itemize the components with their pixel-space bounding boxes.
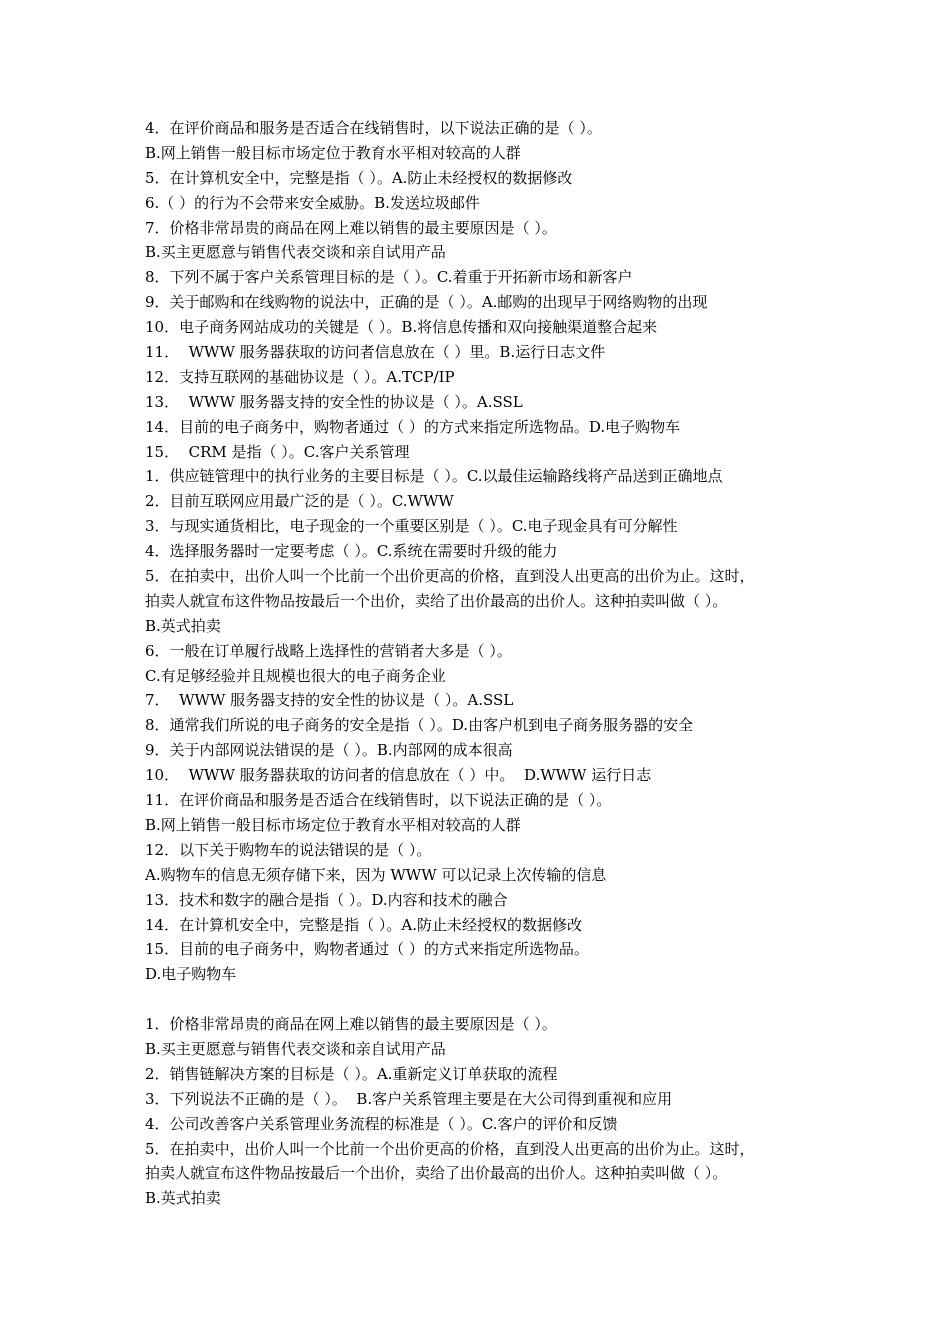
text-line: B.买主更愿意与销售代表交谈和亲自试用产品 <box>145 243 446 262</box>
text-line: 8．下列不属于客户关系管理目标的是（ ）。C.着重于开拓新市场和新客户 <box>145 268 633 287</box>
text-line: D.电子购物车 <box>145 965 237 984</box>
document-page <box>145 116 825 1211</box>
text-line: 9．关于内部网说法错误的是（ ）。B.内部网的成本很高 <box>145 741 513 760</box>
text-line: B.英式拍卖 <box>145 1189 221 1208</box>
section-gap <box>145 987 825 1012</box>
text-line: 5．在拍卖中，出价人叫一个比前一个出价更高的价格，直到没人出更高的出价为止。这时， <box>145 1139 755 1158</box>
text-line: 4．选择服务器时一定要考虑（ ）。C.系统在需要时升级的能力 <box>145 542 558 561</box>
text-line: 6.（ ）的行为不会带来安全威胁。B.发送垃圾邮件 <box>145 193 480 212</box>
question-section-2 <box>145 1012 825 1211</box>
text-line: 10． WWW 服务器获取的访问者的信息放在（ ）中。 D.WWW 运行日志 <box>145 766 652 785</box>
text-line: B.网上销售一般目标市场定位于教育水平相对较高的人群 <box>145 143 521 162</box>
text-line: B.网上销售一般目标市场定位于教育水平相对较高的人群 <box>145 815 521 834</box>
text-line: 7．价格非常昂贵的商品在网上难以销售的最主要原因是（ ）。 <box>145 218 557 237</box>
text-line: 2．目前互联网应用最广泛的是（ ）。C.WWW <box>145 492 454 511</box>
text-line: 8．通常我们所说的电子商务的安全是指（ ）。D.由客户机到电子商务服务器的安全 <box>145 716 694 735</box>
text-line: 10．电子商务网站成功的关键是（ ）。B.将信息传播和双向接触渠道整合起来 <box>145 318 658 337</box>
question-section-1 <box>145 116 825 987</box>
text-line: 6．一般在订单履行战略上选择性的营销者大多是（ ）。 <box>145 641 512 660</box>
text-line: B.买主更愿意与销售代表交谈和亲自试用产品 <box>145 1039 446 1058</box>
text-line: C.有足够经验并且规模也很大的电子商务企业 <box>145 666 446 685</box>
text-line: 1．供应链管理中的执行业务的主要目标是（ ）。C.以最佳运输路线将产品送到正确地点 <box>145 467 723 486</box>
text-line: A.购物车的信息无须存储下来，因为 WWW 可以记录上次传输的信息 <box>145 865 607 884</box>
text-line: 4．公司改善客户关系管理业务流程的标准是（ ）。C.客户的评价和反馈 <box>145 1114 618 1133</box>
text-line: 15． CRM 是指（ ）。C.客户关系管理 <box>145 442 410 461</box>
text-line: 拍卖人就宣布这件物品按最后一个出价，卖给了出价最高的出价人。这种拍卖叫做（ ）。 <box>145 591 728 610</box>
text-line: 13．技术和数字的融合是指（ ）。D.内容和技术的融合 <box>145 890 508 909</box>
text-line: 5．在计算机安全中，完整是指（ ）。A.防止未经授权的数据修改 <box>145 168 573 187</box>
text-line: 5．在拍卖中，出价人叫一个比前一个出价更高的价格，直到没人出更高的出价为止。这时， <box>145 567 755 586</box>
text-line: B.英式拍卖 <box>145 616 221 635</box>
text-line: 15．目前的电子商务中，购物者通过（ ）的方式来指定所选物品。 <box>145 940 589 959</box>
text-line: 12．以下关于购物车的说法错误的是（ ）。 <box>145 840 432 859</box>
text-line: 14．在计算机安全中，完整是指（ ）。A.防止未经授权的数据修改 <box>145 915 582 934</box>
text-line: 3．与现实通货相比，电子现金的一个重要区别是（ ）。C.电子现金具有可分解性 <box>145 517 678 536</box>
text-line: 2．销售链解决方案的目标是（ ）。A.重新定义订单获取的流程 <box>145 1064 558 1083</box>
text-line: 9．关于邮购和在线购物的说法中，正确的是（ ）。A.邮购的出现早于网络购物的出现 <box>145 293 708 312</box>
text-line: 7． WWW 服务器支持的安全性的协议是（ ）。A.SSL <box>145 691 514 710</box>
text-line: 3．下列说法不正确的是（ ）。 B.客户关系管理主要是在大公司得到重视和应用 <box>145 1089 673 1108</box>
text-line: 拍卖人就宣布这件物品按最后一个出价，卖给了出价最高的出价人。这种拍卖叫做（ ）。 <box>145 1164 728 1183</box>
text-line: 14．目前的电子商务中，购物者通过（ ）的方式来指定所选物品。D.电子购物车 <box>145 417 681 436</box>
text-line: 12．支持互联网的基础协议是（ ）。A.TCP/IP <box>145 367 455 386</box>
text-line: 13． WWW 服务器支持的安全性的协议是（ ）。A.SSL <box>145 392 523 411</box>
text-line: 11．在评价商品和服务是否适合在线销售时，以下说法正确的是（ ）。 <box>145 791 612 810</box>
text-line: 11． WWW 服务器获取的访问者信息放在（ ）里。B.运行日志文件 <box>145 343 606 362</box>
text-line: 4．在评价商品和服务是否适合在线销售时，以下说法正确的是（ ）。 <box>145 119 602 137</box>
text-line: 1．价格非常昂贵的商品在网上难以销售的最主要原因是（ ）。 <box>145 1015 557 1034</box>
